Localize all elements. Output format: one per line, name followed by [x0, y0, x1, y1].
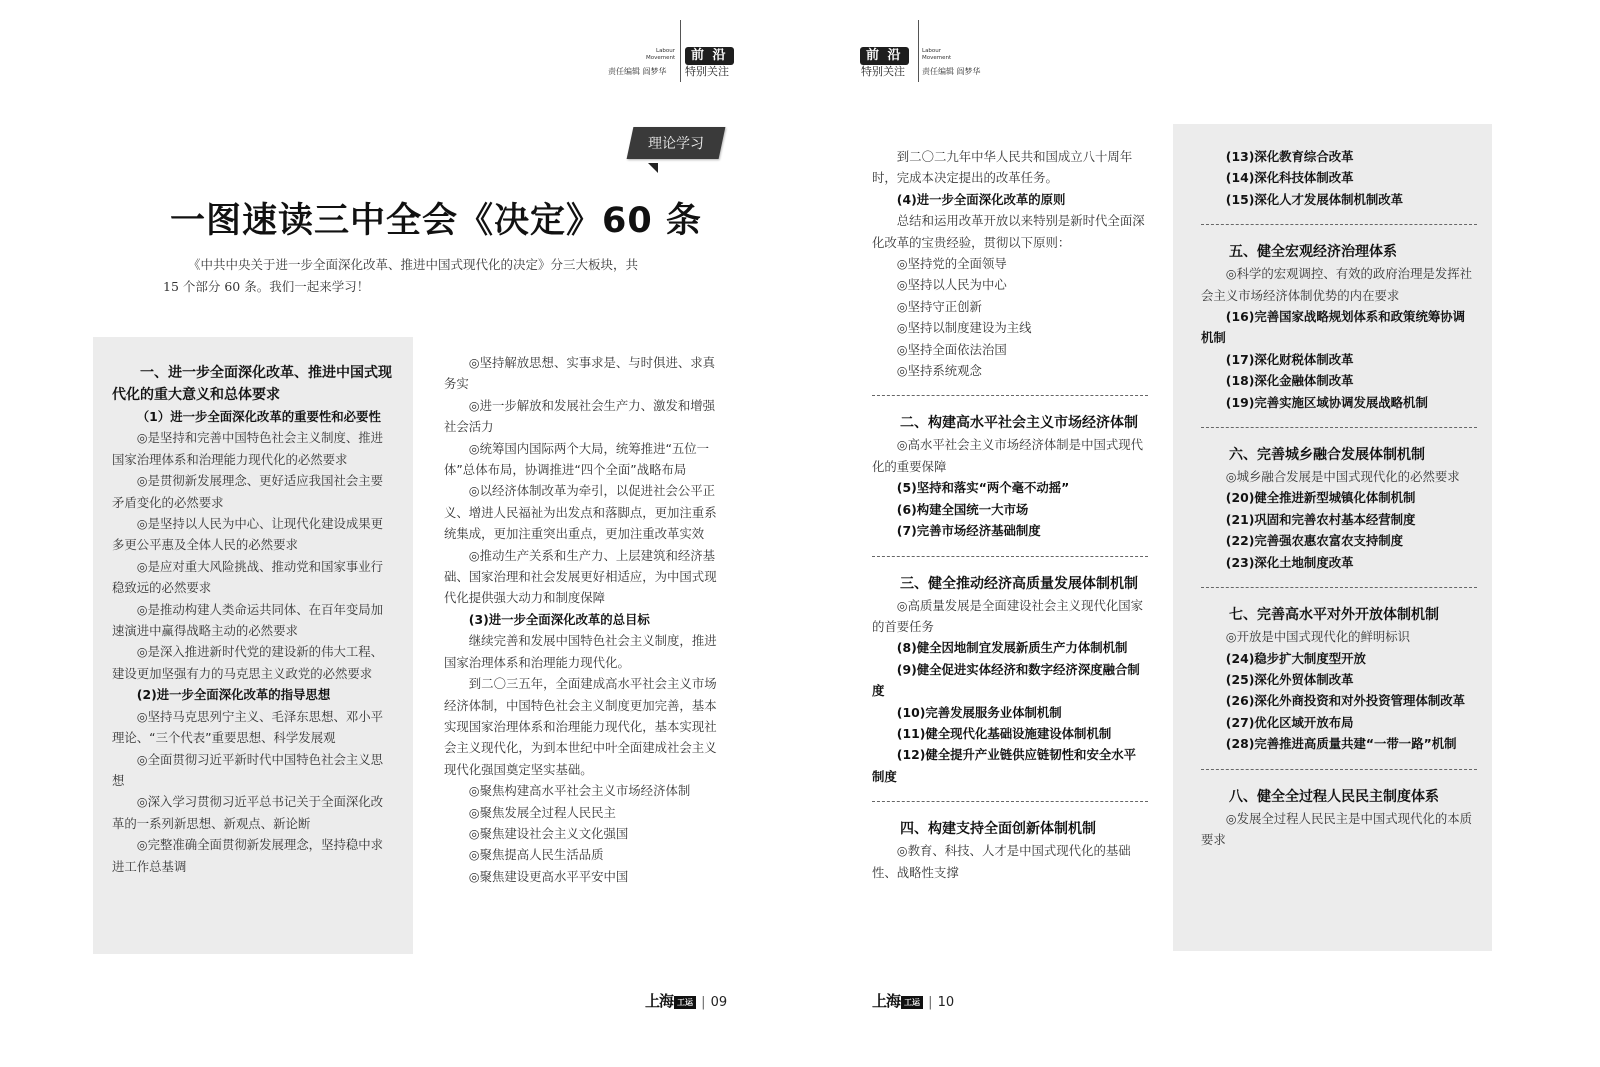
bullet-item: ◎聚焦发展全过程人民民主 — [468, 804, 616, 820]
section-tag-label: 理论学习 — [648, 136, 704, 152]
bullet-item: ◎开放是中国式现代化的鲜明标识 — [1225, 629, 1411, 645]
bullet-item: ◎推动生产关系和生产力、上层建筑和经济基础、国家治理和社会发展更好相适应，为中国式现代化提供强大动力和制度保障 — [444, 547, 717, 606]
section-divider — [1201, 427, 1477, 428]
section-heading: 四、构建支持全面创新体制机制 — [900, 821, 1096, 838]
bullet-item: ◎教育、科技、人才是中国式现代化的基础性、战略性支撑 — [872, 843, 1131, 880]
subsection-heading: (15)深化人才发展体制机制改革 — [1225, 191, 1404, 207]
subsection-heading: (17)深化财税体制改革 — [1225, 351, 1354, 367]
header-subtitle: 特别关注 — [861, 65, 905, 78]
paragraph: 到二〇三五年，全面建成高水平社会主义市场经济体制，中国特色社会主义制度更加完善，基本实现国家治理体系和治理能力现代化，基本实现社会主义现代化，为到本世纪中叶全面建成社会主义现代化强国奠定坚实基础。 — [444, 676, 717, 777]
bullet-item: ◎以经济体制改革为牵引，以促进社会公平正义、增进人民福祉为出发点和落脚点，更加注重系统集成，更加注重突出重点，更加注重改革实效 — [444, 483, 717, 542]
subsection-heading: (6)构建全国统一大市场 — [896, 501, 1029, 517]
publication-logo — [645, 992, 696, 1010]
section-heading: 七、完善高水平对外开放体制机制 — [1229, 607, 1439, 624]
section-tag-tail — [648, 163, 658, 173]
logo-tag: 工运 — [674, 996, 696, 1009]
subsection-heading: (11)健全现代化基础设施建设体制机制 — [896, 725, 1112, 741]
intro-line: 15 个部分 60 条。我们一起来学习！ — [163, 279, 370, 294]
subsection-heading: (2)进一步全面深化改革的指导思想 — [136, 687, 331, 703]
section-divider — [872, 556, 1148, 557]
section-heading: 一、进一步全面深化改革、推进中国式现代化的重大意义和总体要求 — [112, 365, 392, 403]
section-heading: 三、健全推动经济高质量发展体制机制 — [900, 575, 1138, 592]
section-heading: 八、健全全过程人民民主制度体系 — [1229, 788, 1439, 805]
bullet-item: ◎是推动构建人类命运共同体、在百年变局加速演进中赢得战略主动的必然要求 — [112, 601, 384, 639]
subsection-heading: （1）进一步全面深化改革的重要性和必要性 — [136, 409, 381, 424]
section-heading: 六、完善城乡融合发展体制机制 — [1229, 447, 1425, 464]
bullet-item: ◎高质量发展是全面建设社会主义现代化国家的首要任务 — [872, 597, 1144, 634]
bullet-item: ◎是坚持和完善中国特色社会主义制度、推进国家治理体系和治理能力现代化的必然要求 — [112, 430, 384, 467]
subsection-heading: (13)深化教育综合改革 — [1225, 149, 1354, 164]
page-title: 一图速读三中全会《决定》60 条 — [170, 201, 702, 241]
right-running-header — [860, 44, 1020, 84]
subsection-heading: (20)健全推进新型城镇化体制机制 — [1225, 490, 1416, 506]
bullet-item: ◎科学的宏观调控、有效的政府治理是发挥社会主义市场经济体制优势的内在要求 — [1201, 266, 1473, 303]
header-tiny-movement: Movement — [646, 55, 676, 61]
subsection-heading: (18)深化金融体制改革 — [1225, 373, 1354, 389]
paragraph: 到二〇二九年中华人民共和国成立八十周年时，完成本决定提出的改革任务。 — [872, 149, 1133, 186]
subsection-heading: (19)完善实施区域协调发展战略机制 — [1225, 394, 1428, 410]
bullet-item: ◎全面贯彻习近平新时代中国特色社会主义思想 — [112, 751, 384, 788]
subsection-heading: (26)深化外商投资和对外投资管理体制改革 — [1225, 693, 1466, 709]
bullet-item: ◎坚持守正创新 — [896, 298, 982, 314]
right-header-divider — [918, 20, 919, 82]
section-divider — [1201, 224, 1477, 225]
subsection-heading: (28)完善推进高质量共建“一带一路”机制 — [1225, 736, 1457, 752]
subsection-heading: (24)稳步扩大制度型开放 — [1225, 650, 1366, 666]
bullet-item: ◎聚焦提高人民生活品质 — [468, 847, 604, 863]
section-heading: 二、构建高水平社会主义市场经济体制 — [900, 415, 1138, 432]
subsection-heading: (22)完善强农惠农富农支持制度 — [1225, 533, 1404, 549]
page-number: 10 — [937, 995, 955, 1010]
subsection-heading: (7)完善市场经济基础制度 — [896, 523, 1041, 539]
subsection-heading: (16)完善国家战略规划体系和政策统筹协调机制 — [1201, 309, 1466, 346]
subsection-heading: (25)深化外贸体制改革 — [1225, 671, 1354, 687]
subsection-heading: (27)优化区域开放布局 — [1225, 714, 1354, 730]
logo-text: 上海 — [645, 992, 674, 1010]
column-3 — [872, 146, 1148, 883]
bullet-item: ◎聚焦建设更高水平平安中国 — [468, 868, 629, 884]
subsection-heading: (5)坚持和落实“两个毫不动摇” — [896, 480, 1070, 496]
section-divider — [1201, 769, 1477, 770]
bullet-item: ◎是坚持以人民为中心、让现代化建设成果更多更公平惠及全体人民的必然要求 — [112, 516, 384, 553]
bullet-item: ◎坚持全面依法治国 — [896, 341, 1007, 357]
left-running-header — [600, 44, 740, 84]
header-badge: 前 沿 — [860, 47, 909, 65]
paragraph: 继续完善和发展中国特色社会主义制度，推进国家治理体系和治理能力现代化。 — [444, 633, 717, 670]
subsection-heading: (3)进一步全面深化改革的总目标 — [468, 611, 650, 627]
bullet-item: ◎坚持马克思列宁主义、毛泽东思想、邓小平理论、“三个代表”重要思想、科学发展观 — [112, 708, 384, 746]
intro-line: 《中共中央关于进一步全面深化改革、推进中国式现代化的决定》分三大板块，共 — [188, 257, 639, 272]
bullet-item: ◎进一步解放和发展社会生产力、激发和增强社会活力 — [444, 397, 716, 435]
bullet-item: ◎坚持以人民为中心 — [896, 277, 1007, 293]
bullet-item: ◎发展全过程人民民主是中国式现代化的本质要求 — [1201, 810, 1473, 847]
header-subtitle: 特别关注 — [685, 65, 729, 78]
section-heading: 五、健全宏观经济治理体系 — [1229, 244, 1397, 261]
paragraph: 总结和运用改革开放以来特别是新时代全面深化改革的宝贵经验，贯彻以下原则： — [872, 213, 1145, 250]
bullet-item: ◎深入学习贯彻习近平总书记关于全面深化改革的一系列新思想、新观点、新论断 — [112, 794, 384, 831]
bullet-item: ◎完整准确全面贯彻新发展理念，坚持稳中求进工作总基调 — [112, 837, 384, 874]
bullet-item: ◎坚持系统观念 — [896, 363, 982, 379]
subsection-heading: (10)完善发展服务业体制机制 — [896, 704, 1062, 720]
right-footer: 上海 工运 | 10 — [872, 992, 955, 1010]
header-tiny-movement: Movement — [922, 55, 952, 61]
header-editor: 责任编辑 阎梦华 — [922, 67, 981, 76]
subsection-heading: (14)深化科技体制改革 — [1225, 170, 1354, 186]
publication-logo — [872, 992, 923, 1010]
section-divider — [1201, 587, 1477, 588]
header-tiny-labour: Labour — [922, 48, 942, 54]
subsection-heading: (8)健全因地制宜发展新质生产力体制机制 — [896, 640, 1128, 656]
left-header-divider — [680, 20, 681, 82]
bullet-item: ◎城乡融合发展是中国式现代化的必然要求 — [1225, 469, 1460, 485]
bullet-item: ◎聚焦建设社会主义文化强国 — [468, 825, 629, 841]
intro-text — [163, 254, 663, 298]
logo-text: 上海 — [872, 992, 901, 1010]
header-tiny-labour: Labour — [656, 48, 676, 54]
subsection-heading: (21)巩固和完善农村基本经营制度 — [1225, 511, 1416, 527]
left-footer: 上海 工运 | 09 — [645, 992, 728, 1010]
subsection-heading: (9)健全促进实体经济和数字经济深度融合制度 — [872, 661, 1140, 699]
column-2 — [444, 352, 724, 887]
bullet-item: ◎是深入推进新时代党的建设新的伟大工程、建设更加坚强有力的马克思主义政党的必然要求 — [112, 644, 384, 681]
section-divider — [872, 801, 1148, 802]
bullet-item: ◎聚焦构建高水平社会主义市场经济体制 — [468, 783, 691, 799]
bullet-item: ◎坚持党的全面领导 — [896, 256, 1007, 272]
bullet-item: ◎坚持解放思想、实事求是、与时俱进、求真务实 — [444, 355, 716, 392]
section-divider — [872, 395, 1148, 396]
subsection-heading: (4)进一步全面深化改革的原则 — [896, 191, 1066, 207]
subsection-heading: (23)深化土地制度改革 — [1225, 554, 1354, 570]
subsection-heading: (12)健全提升产业链供应链韧性和安全水平制度 — [872, 747, 1137, 784]
bullet-item: ◎是应对重大风险挑战、推动党和国家事业行稳致远的必然要求 — [112, 558, 384, 596]
section-tag — [627, 127, 726, 159]
logo-tag: 工运 — [901, 996, 923, 1009]
header-editor: 责任编辑 阎梦华 — [608, 67, 667, 76]
column-1 — [112, 362, 392, 877]
bullet-item: ◎是贯彻新发展理念、更好适应我国社会主要矛盾变化的必然要求 — [112, 473, 384, 510]
page-number: 09 — [710, 995, 728, 1010]
header-badge: 前 沿 — [685, 47, 734, 65]
bullet-item: ◎高水平社会主义市场经济体制是中国式现代化的重要保障 — [872, 437, 1144, 474]
bullet-item: ◎坚持以制度建设为主线 — [896, 320, 1032, 336]
bullet-item: ◎统筹国内国际两个大局，统筹推进“五位一体”总体布局，协调推进“四个全面”战略布局 — [444, 440, 710, 478]
column-4 — [1201, 146, 1477, 850]
